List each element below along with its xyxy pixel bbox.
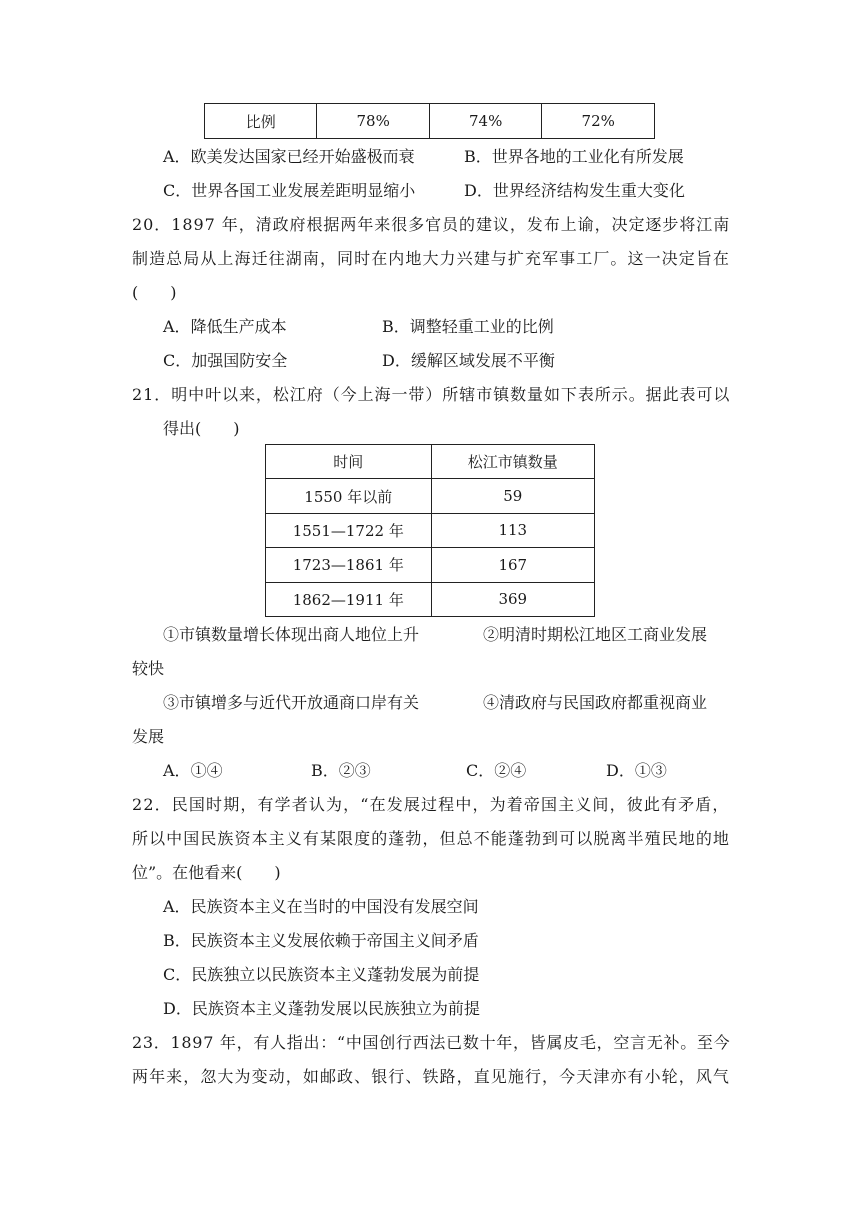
q21-table — [265, 444, 595, 617]
option-letter: B． — [382, 317, 410, 336]
option-text: 欧美发达国家已经开始盛极而衰 — [190, 147, 415, 166]
q21-option-d — [606, 761, 667, 781]
q21-statement-2: ②明清时期松江地区工商业发展 — [483, 625, 708, 644]
table-cell: 72% — [542, 104, 655, 139]
option-letter: B． — [311, 761, 339, 780]
table-cell: 74% — [429, 104, 542, 139]
q22-stem-line: 所以中国民族资本主义有某限度的蓬勃，但总不能蓬勃到可以脱离半殖民地的地 — [132, 829, 731, 848]
q22-stem-line: 位”。在他看来( ) — [132, 863, 281, 882]
q21-stem-line: 得出( ) — [163, 419, 240, 438]
q23-stem-line: 两年来，忽大为变动，如邮政、银行、铁路，直见施行，今天津亦有小轮，风气 — [132, 1067, 731, 1086]
table-cell: 比例 — [205, 104, 317, 139]
option-text: 调整轻重工业的比例 — [409, 317, 554, 336]
q19-table — [204, 103, 655, 139]
option-letter: A． — [163, 897, 191, 916]
q22-option-c — [163, 965, 479, 985]
table-row — [205, 104, 655, 139]
option-letter: D． — [606, 761, 635, 780]
table-cell: 1862—1911 年 — [266, 582, 432, 616]
q19-option-d — [464, 181, 685, 201]
table-cell: 113 — [431, 513, 594, 547]
option-letter: B． — [163, 931, 191, 950]
q21-stem-line: 21．明中叶以来，松江府（今上海一带）所辖市镇数量如下表所示。据此表可以 — [132, 385, 731, 404]
table-cell: 1723—1861 年 — [266, 548, 432, 582]
q20-stem-line: 制造总局从上海迁往湖南，同时在内地大力兴建与扩充军事工厂。这一决定旨在 — [132, 249, 731, 268]
table-header-cell: 时间 — [266, 445, 432, 479]
table-cell: 369 — [431, 582, 594, 616]
option-text: 世界经济结构发生重大变化 — [492, 181, 685, 200]
table-cell: 1550 年以前 — [266, 479, 432, 513]
q19-option-c — [163, 181, 415, 201]
q22-stem-line: 22．民国时期，有学者认为，“在发展过程中，为着帝国主义间，彼此有矛盾， — [132, 795, 730, 814]
q21-statement-4: ④清政府与民国政府都重视商业 — [483, 693, 708, 712]
q21-option-c — [466, 761, 526, 781]
q22-option-b — [163, 931, 479, 951]
option-text: 民族独立以民族资本主义蓬勃发展为前提 — [191, 965, 480, 984]
q21-statement-2-cont: 较快 — [132, 659, 165, 678]
option-letter: D． — [464, 181, 493, 200]
table-row — [266, 479, 595, 513]
q21-option-b — [311, 761, 371, 781]
option-text: ②③ — [338, 761, 371, 780]
table-cell: 1551—1722 年 — [266, 513, 432, 547]
option-text: 世界各国工业发展差距明显缩小 — [191, 181, 416, 200]
q21-statement-1: ①市镇数量增长体现出商人地位上升 — [163, 625, 420, 644]
q21-statement-3: ③市镇增多与近代开放通商口岸有关 — [163, 693, 420, 712]
q19-option-b — [464, 147, 684, 167]
q22-option-a — [163, 897, 479, 917]
option-letter: C． — [163, 965, 192, 984]
option-letter: C． — [163, 181, 192, 200]
table-row — [266, 582, 595, 616]
option-text: 缓解区域发展不平衡 — [410, 351, 555, 370]
q22-option-d — [163, 999, 480, 1019]
table-header-cell: 松江市镇数量 — [431, 445, 594, 479]
table-cell: 59 — [431, 479, 594, 513]
option-letter: A． — [163, 147, 191, 166]
option-letter: C． — [163, 351, 192, 370]
option-text: 民族资本主义发展依赖于帝国主义间矛盾 — [190, 931, 479, 950]
option-text: ①④ — [190, 761, 223, 780]
q20-option-c — [163, 351, 287, 371]
option-letter: B． — [464, 147, 492, 166]
q23-stem-line: 23．1897 年，有人指出：“中国创行西法已数十年，皆属皮毛，空言无补。至今 — [132, 1033, 731, 1052]
q20-option-b — [382, 317, 554, 337]
q19-option-a — [163, 147, 415, 167]
option-text: 民族资本主义蓬勃发展以民族独立为前提 — [191, 999, 480, 1018]
option-letter: D． — [163, 999, 192, 1018]
option-text: 加强国防安全 — [191, 351, 288, 370]
q20-option-a — [163, 317, 287, 337]
option-letter: A． — [163, 317, 191, 336]
q20-stem-line: 20．1897 年，清政府根据两年来很多官员的建议，发布上谕，决定逐步将江南 — [132, 215, 731, 234]
table-cell: 78% — [317, 104, 430, 139]
option-text: 民族资本主义在当时的中国没有发展空间 — [190, 897, 479, 916]
q20-stem-line: ( ) — [132, 283, 177, 302]
table-header-row — [266, 445, 595, 479]
table-row — [266, 513, 595, 547]
table-cell: 167 — [431, 548, 594, 582]
q20-option-d — [382, 351, 555, 371]
option-letter: C． — [466, 761, 495, 780]
option-letter: D． — [382, 351, 411, 370]
option-letter: A． — [163, 761, 191, 780]
q21-option-a — [163, 761, 223, 781]
table-row — [266, 548, 595, 582]
option-text: ②④ — [494, 761, 527, 780]
option-text: ①③ — [634, 761, 667, 780]
option-text: 降低生产成本 — [190, 317, 287, 336]
q21-statement-4-cont: 发展 — [132, 727, 165, 746]
option-text: 世界各地的工业化有所发展 — [491, 147, 684, 166]
